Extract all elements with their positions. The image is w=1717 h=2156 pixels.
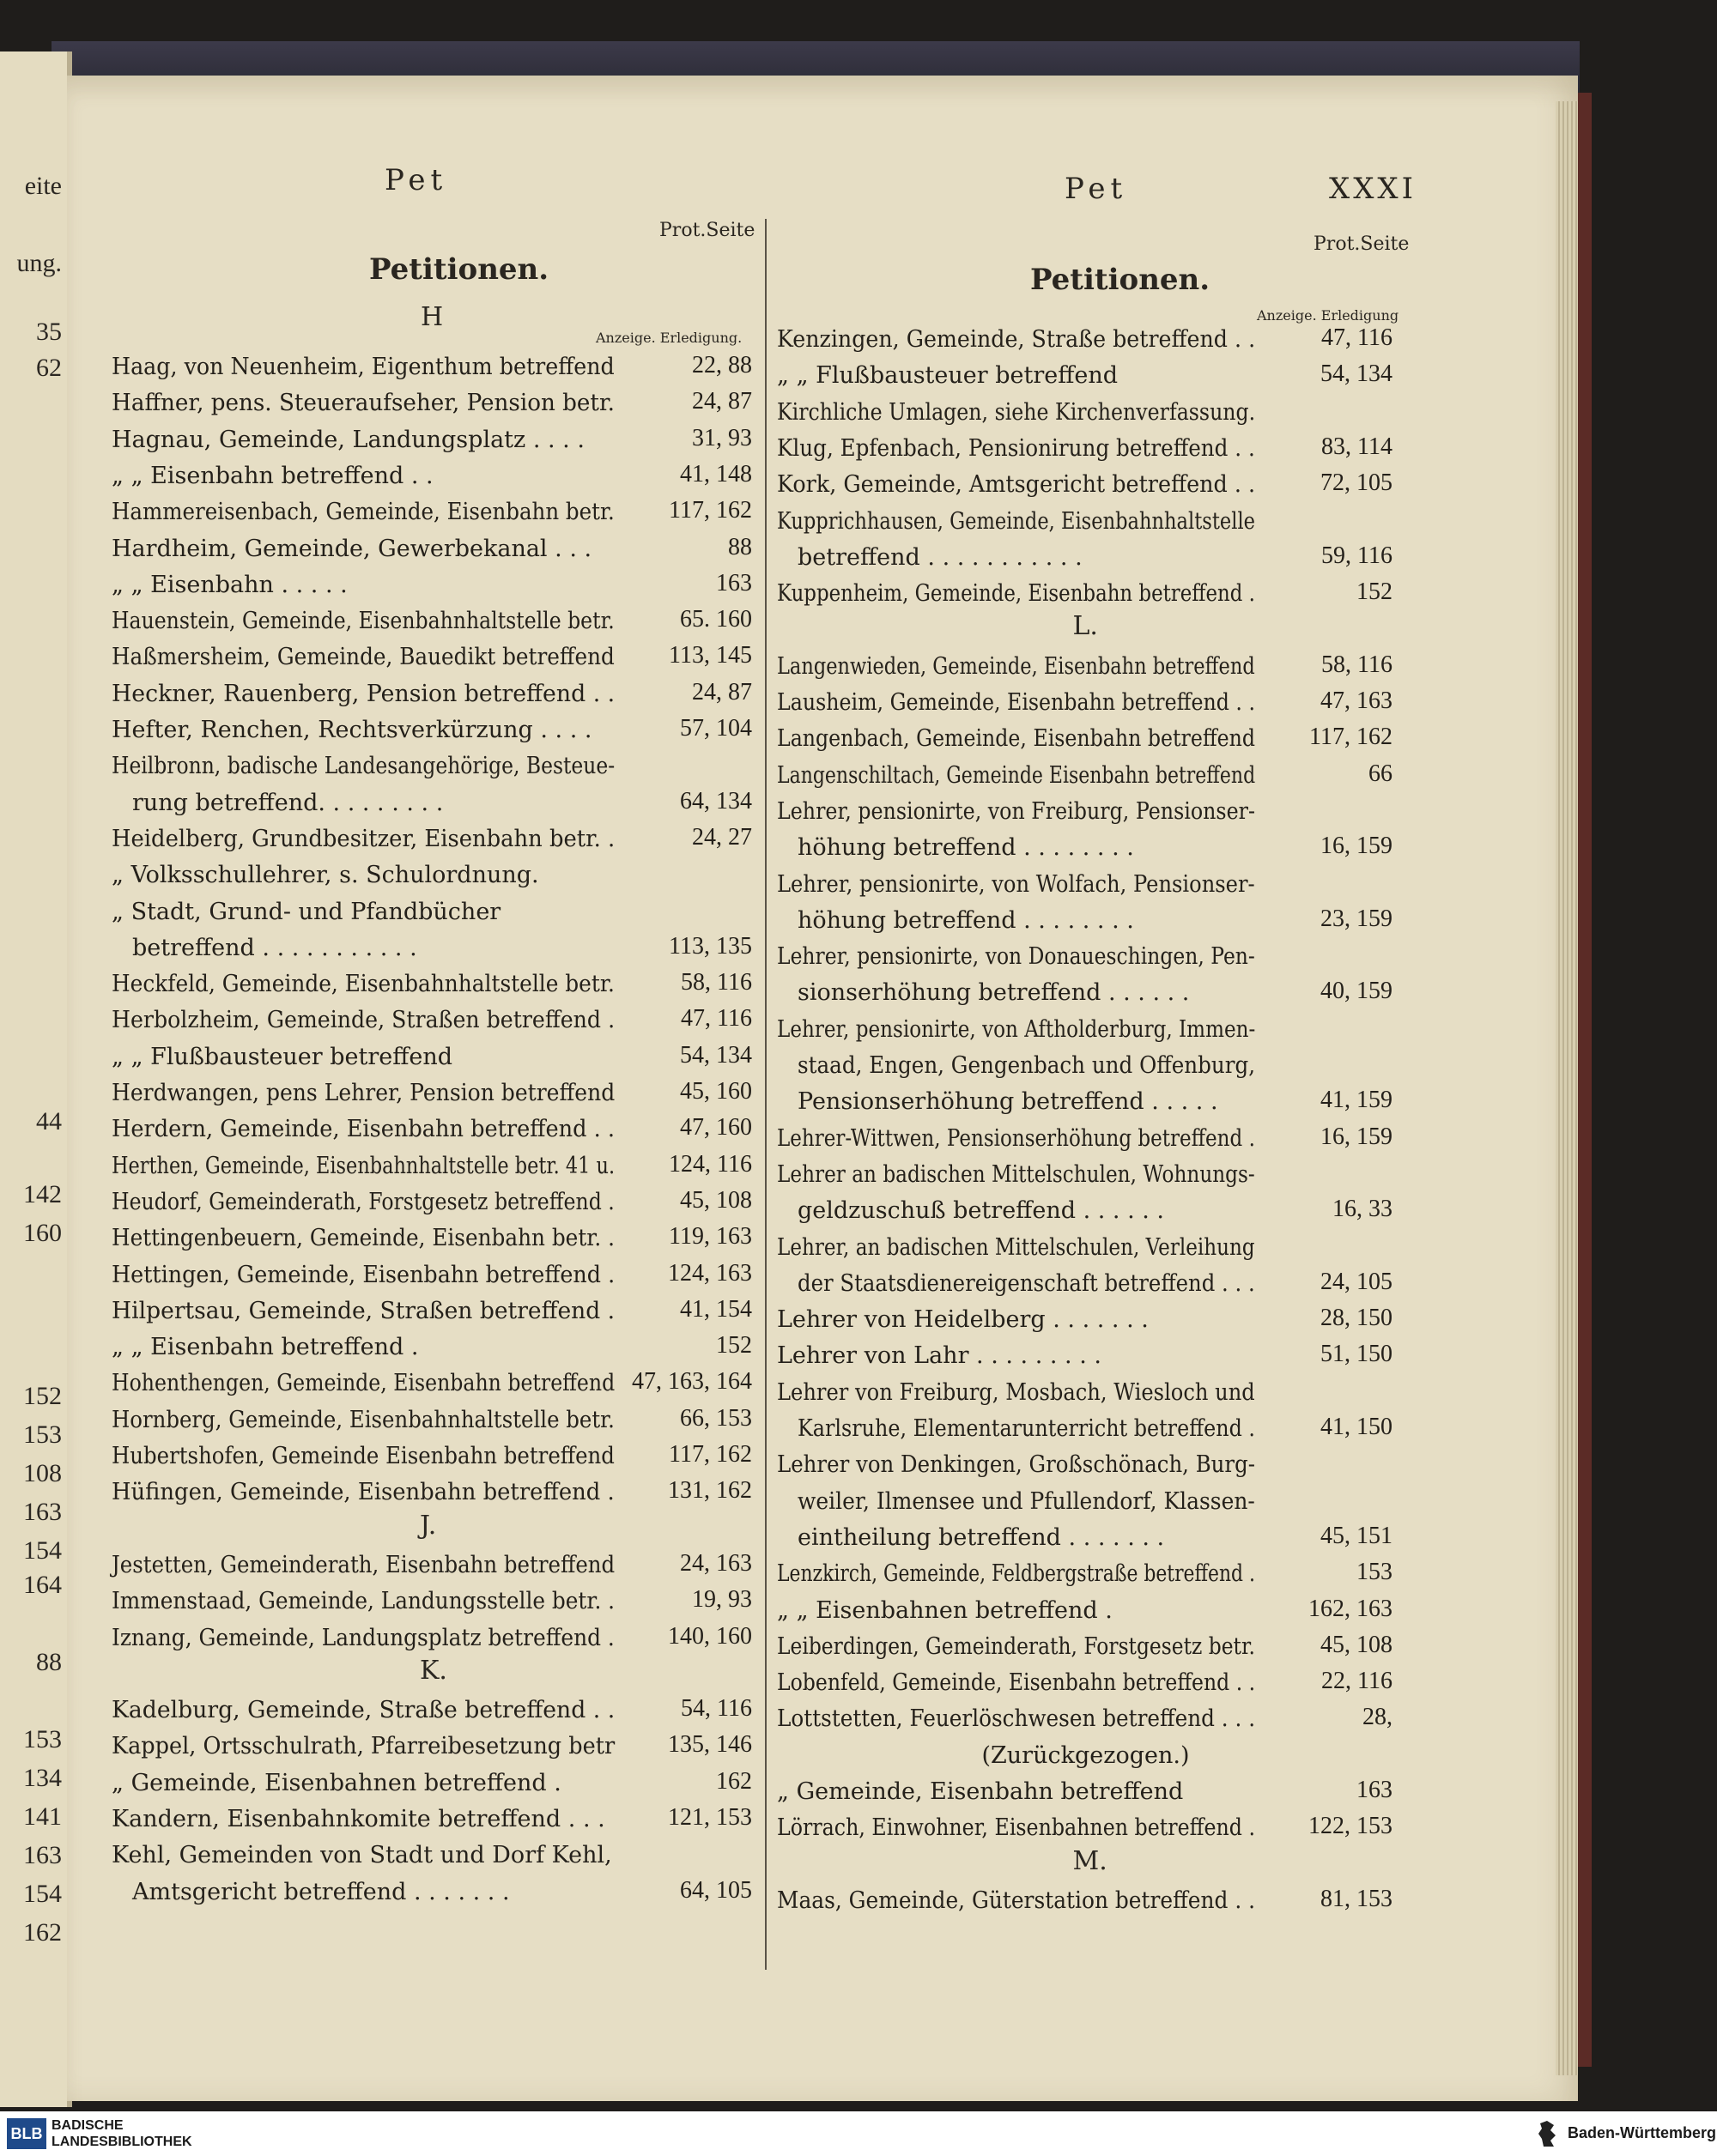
margin-fragment: 142: [23, 1180, 62, 1208]
margin-fragment: 164: [23, 1571, 62, 1599]
entry-text: Heidelberg, Grundbesitzer, Eisenbahn betr. .: [112, 825, 616, 852]
entry-text: Jestetten, Gemeinderath, Eisenbahn betreffend: [112, 1551, 616, 1578]
entry-text: „ „ Eisenbahn betreffend . .: [112, 462, 434, 489]
entry-text: Leiberdingen, Gemeinderath, Forstgesetz betr.: [777, 1632, 1256, 1660]
entry-text: eintheilung betreffend . . . . . . .: [798, 1523, 1165, 1551]
page-edges: [1556, 101, 1578, 2075]
entry-pages: 24, 87: [692, 388, 752, 415]
entry-text: „ „ Eisenbahn betreffend .: [112, 1334, 419, 1361]
margin-fragment: 141: [23, 1802, 62, 1831]
entry-text: Langenschiltach, Gemeinde Eisenbahn betreffend: [777, 761, 1256, 789]
entry-pages: 64, 105: [680, 1876, 752, 1904]
entry-pages: 72, 105: [1320, 469, 1392, 497]
index-entry: [132, 931, 417, 966]
index-entry: [777, 940, 1328, 974]
entry-pages: 16, 159: [1320, 833, 1392, 860]
entry-text: Hefter, Renchen, Rechtsverkürzung . . . .: [112, 717, 592, 743]
entry-pages: 131, 162: [668, 1477, 752, 1505]
entry-text: Lehrer von Heidelberg . . . . . . .: [777, 1306, 1149, 1334]
entry-pages: 113, 135: [669, 932, 752, 960]
left-subheader: Anzeige. Erledigung.: [596, 330, 743, 346]
book-cover-right: [1578, 93, 1592, 2067]
entry-pages: 47, 163: [1320, 687, 1392, 714]
entry-text: Lehrer von Denkingen, Großschönach, Burg-: [777, 1451, 1255, 1479]
margin-fragment: 134: [23, 1764, 62, 1792]
entry-text: Karlsruhe, Elementarunterricht betreffend .: [798, 1415, 1256, 1442]
entry-text: betreffend . . . . . . . . . . .: [798, 543, 1083, 571]
margin-fragment: 108: [23, 1459, 62, 1487]
entry-pages: 24, 27: [692, 823, 752, 851]
entry-pages: 23, 159: [1320, 905, 1392, 932]
entry-pages: 45, 108: [1320, 1631, 1392, 1658]
entry-pages: 22, 88: [692, 352, 752, 379]
entry-text: Klug, Epfenbach, Pensionirung betreffend . .: [777, 434, 1255, 462]
entry-text: Lehrer, pensionirte, von Freiburg, Pensionser-: [777, 797, 1256, 825]
index-entry: [112, 532, 592, 566]
margin-fragment: 153: [23, 1420, 62, 1449]
index-entry: [112, 1584, 660, 1619]
entry-text: Kehl, Gemeinden von Stadt und Dorf Kehl,: [112, 1842, 612, 1869]
index-entry: [777, 1339, 1101, 1373]
entry-text: Lehrer an badischen Mittelschulen, Wohnungs-: [777, 1160, 1255, 1188]
index-entry: [112, 1729, 644, 1764]
entry-text: weiler, Ilmensee und Pfullendorf, Klassen-: [798, 1487, 1255, 1515]
index-entry: [112, 386, 630, 421]
entry-pages: 58, 116: [1321, 651, 1392, 678]
entry-text: Heilbronn, badische Landesangehörige, Besteue-: [112, 753, 616, 780]
entry-pages: 41, 154: [680, 1295, 752, 1323]
entry-text: höhung betreffend . . . . . . . .: [798, 834, 1134, 862]
entry-pages: 54, 116: [681, 1695, 752, 1723]
entry-text: Kork, Gemeinde, Amtsgericht betreffend . .: [777, 471, 1256, 499]
index-entry: [777, 795, 1321, 829]
entry-pages: 24, 105: [1320, 1268, 1392, 1295]
index-entry: [112, 1003, 651, 1038]
margin-fragment: 152: [23, 1382, 62, 1410]
entry-text: Kuppenheim, Gemeinde, Eisenbahn betreffend .: [777, 580, 1255, 608]
entry-pages: 163: [1356, 1777, 1392, 1803]
entry-pages: 59, 116: [1321, 542, 1392, 569]
entry-text: Haffner, pens. Steueraufseher, Pension betr.: [112, 390, 615, 417]
entry-text: Heckfeld, Gemeinde, Eisenbahnhaltstelle betr.: [112, 971, 615, 998]
index-entry: [112, 749, 691, 784]
index-entry: [112, 1621, 658, 1656]
left-prot-seite: Prot.Seite: [659, 220, 755, 241]
entry-text: Lehrer von Lahr . . . . . . . . .: [777, 1342, 1101, 1370]
page-number: XXXI: [1329, 172, 1417, 206]
entry-text: „ Gemeinde, Eisenbahnen betreffend .: [112, 1769, 561, 1796]
margin-fragment: 160: [23, 1219, 62, 1247]
entry-pages: 24, 87: [692, 678, 752, 706]
index-entry: [982, 1739, 1190, 1773]
entry-pages: 135, 146: [668, 1731, 752, 1759]
entry-pages: 162, 163: [1308, 1595, 1392, 1622]
entry-text: Kupprichhausen, Gemeinde, Eisenbahnhaltstelle: [777, 507, 1256, 535]
entry-text: Lehrer, pensionirte, von Wolfach, Pensionser-: [777, 870, 1255, 898]
index-entry: [777, 1884, 1296, 1918]
entry-pages: 113, 145: [669, 642, 752, 669]
baden-wuerttemberg-text: Baden-Württemberg: [1568, 2124, 1717, 2141]
entry-text: „ „ Flußbausteuer betreffend: [777, 362, 1119, 390]
section-letter: J.: [420, 1510, 437, 1541]
index-entry: [798, 1049, 1300, 1083]
entry-text: der Staatsdienereigenschaft betreffend . . .: [798, 1269, 1255, 1297]
section-letter: K.: [420, 1655, 447, 1686]
index-entry: [798, 831, 1134, 865]
margin-fragment: 62: [36, 354, 62, 382]
index-entry: [112, 677, 620, 712]
entry-text: Lörrach, Einwohner, Eisenbahnen betreffend .: [777, 1814, 1256, 1842]
index-entry: [112, 713, 592, 748]
entry-text: Herdern, Gemeinde, Eisenbahn betreffend . .: [112, 1116, 616, 1143]
entry-text: „ „ Eisenbahn . . . . .: [112, 571, 348, 598]
entry-text: Langenbach, Gemeinde, Eisenbahn betreffend: [777, 725, 1256, 753]
entry-text: Hubertshofen, Gemeinde Eisenbahn betreffend: [112, 1443, 615, 1469]
index-entry: [777, 1231, 1336, 1265]
right-title: Petitionen.: [1030, 263, 1210, 297]
entry-text: Amtsgericht betreffend . . . . . . .: [132, 1878, 510, 1905]
entry-text: Hammereisenbach, Gemeinde, Eisenbahn betr.: [112, 499, 615, 526]
previous-page-edge: [0, 51, 72, 2107]
entry-text: Lausheim, Gemeinde, Eisenbahn betreffend . .: [777, 689, 1255, 716]
entry-text: „ Volksschullehrer, s. Schulordnung.: [112, 862, 539, 889]
entry-pages: 41, 159: [1320, 1087, 1392, 1114]
index-entry: [112, 1802, 605, 1837]
blb-logo: BLB: [7, 2118, 46, 2149]
entry-text: Langenwieden, Gemeinde, Eisenbahn betreffend: [777, 652, 1255, 680]
entry-pages: 81, 153: [1320, 1885, 1392, 1912]
entry-pages: 16, 159: [1320, 1123, 1392, 1150]
right-running-head: Pet: [1065, 172, 1128, 206]
index-entry: [112, 858, 539, 893]
entry-text: höhung betreffend . . . . . . . .: [798, 906, 1134, 934]
entry-text: Hohenthengen, Gemeinde, Eisenbahn betreffend: [112, 1370, 616, 1397]
margin-fragment: 162: [23, 1918, 62, 1947]
entry-pages: 152: [1356, 578, 1392, 606]
index-entry: [112, 895, 501, 930]
entry-pages: 45, 151: [1320, 1522, 1392, 1549]
index-entry: [777, 1376, 1311, 1410]
entry-text: „ „ Flußbausteuer betreffend: [112, 1043, 453, 1070]
entry-pages: 40, 159: [1320, 978, 1392, 1005]
index-entry: [798, 1485, 1293, 1519]
entry-pages: 47, 116: [681, 1005, 752, 1033]
entry-pages: 47, 163, 164: [632, 1368, 752, 1396]
entry-text: Hornberg, Gemeinde, Eisenbahnhaltstelle betr.: [112, 1406, 615, 1433]
entry-pages: 117, 162: [669, 497, 752, 524]
index-entry: [112, 459, 434, 494]
index-entry: [777, 1303, 1149, 1337]
index-entry: [112, 1766, 561, 1801]
entry-pages: 28,: [1362, 1704, 1392, 1731]
entry-text: Lenzkirch, Gemeinde, Feldbergstraße betreffend .: [777, 1560, 1255, 1588]
margin-fragment: eite: [24, 172, 62, 200]
index-entry: [112, 1040, 452, 1075]
index-entry: [777, 323, 1288, 357]
baden-wuerttemberg-lion-icon: [1535, 2118, 1561, 2149]
index-entry: [798, 1521, 1164, 1555]
index-entry: [112, 568, 348, 603]
entry-text: Herdwangen, pens Lehrer, Pension betreffend: [112, 1080, 616, 1106]
entry-text: Haag, von Neuenheim, Eigenthum betreffend: [112, 354, 615, 380]
entry-text: Kenzingen, Gemeinde, Straße betreffend . .: [777, 326, 1256, 353]
entry-pages: 117, 162: [1309, 724, 1392, 751]
index-entry: [777, 468, 1284, 502]
index-entry: [777, 1013, 1337, 1047]
index-entry: [798, 1194, 1164, 1228]
index-entry: [798, 541, 1083, 575]
right-prot-seite: Prot.Seite: [1314, 233, 1410, 255]
entry-pages: 162: [716, 1767, 752, 1795]
entry-text: sionserhöhung betreffend . . . . . .: [798, 979, 1190, 1007]
entry-text: „ Gemeinde, Eisenbahn betreffend: [777, 1778, 1184, 1805]
entry-pages: 41, 148: [680, 460, 752, 488]
entry-pages: 45, 108: [680, 1186, 752, 1214]
entry-text: Pensionserhöhung betreffend . . . . .: [798, 1088, 1218, 1116]
index-entry: [112, 640, 661, 675]
entry-pages: 66, 153: [680, 1404, 752, 1432]
entry-pages: 16, 33: [1332, 1196, 1392, 1223]
entry-text: Hardheim, Gemeinde, Gewerbekanal . . .: [112, 535, 592, 562]
entry-pages: 22, 116: [1321, 1668, 1392, 1695]
entry-text: „ Stadt, Grund- und Pfandbücher: [112, 898, 501, 925]
index-entry: [798, 976, 1189, 1010]
index-entry: [112, 1221, 661, 1256]
entry-text: Lehrer von Freiburg, Mosbach, Wiesloch und: [777, 1378, 1255, 1406]
entry-text: Heudorf, Gemeinderath, Forstgesetz betreffend .: [112, 1188, 615, 1215]
entry-text: Haßmersheim, Gemeinde, Bauedikt betreffend: [112, 644, 615, 671]
entry-pages: 121, 153: [668, 1804, 752, 1831]
margin-fragment: 154: [23, 1536, 62, 1565]
right-subheader: Anzeige. Erledigung: [1257, 307, 1399, 324]
index-entry: [132, 786, 443, 821]
section-letter: M.: [1072, 1845, 1107, 1876]
entry-text: geldzuschuß betreffend . . . . . .: [798, 1197, 1164, 1225]
entry-pages: 51, 150: [1320, 1341, 1392, 1368]
margin-fragment: 35: [36, 318, 62, 346]
entry-pages: 54, 134: [680, 1041, 752, 1069]
entry-text: Heckner, Rauenberg, Pension betreffend . .: [112, 680, 616, 707]
entry-pages: 58, 116: [681, 969, 752, 996]
entry-text: Kappel, Ortsschulrath, Pfarreibesetzung betr: [112, 1733, 616, 1760]
index-entry: [798, 1085, 1218, 1119]
entry-text: Lehrer, pensionirte, von Aftholderburg, Immen-: [777, 1015, 1256, 1043]
margin-fragment: ung.: [16, 249, 62, 277]
margin-fragment: 88: [36, 1648, 62, 1676]
entry-text: Iznang, Gemeinde, Landungsplatz betreffend .: [112, 1624, 615, 1651]
entry-text: „ „ Eisenbahnen betreffend .: [777, 1596, 1113, 1624]
entry-text: Lobenfeld, Gemeinde, Eisenbahn betreffend . .: [777, 1669, 1256, 1697]
entry-pages: 153: [1356, 1559, 1392, 1586]
entry-pages: 83, 114: [1321, 433, 1392, 460]
margin-fragment: 44: [36, 1107, 62, 1136]
margin-fragment: 153: [23, 1725, 62, 1753]
margin-fragment: 163: [23, 1841, 62, 1869]
index-entry: [777, 1448, 1305, 1482]
entry-pages: 47, 160: [680, 1114, 752, 1142]
footer-bar: [0, 2111, 1717, 2156]
entry-pages: 66: [1368, 760, 1392, 787]
entry-text: Hagnau, Gemeinde, Landungsplatz . . . .: [112, 426, 585, 453]
index-entry: [112, 1258, 646, 1293]
index-entry: [112, 1076, 654, 1111]
institution-line2: LANDESBIBLIOTHEK: [52, 2135, 192, 2149]
entry-pages: 41, 150: [1320, 1414, 1392, 1440]
index-entry: [777, 1158, 1334, 1192]
entry-pages: 57, 104: [680, 715, 752, 742]
entry-pages: 122, 153: [1308, 1813, 1392, 1840]
index-entry: [777, 1775, 1183, 1809]
entry-text: Hettingenbeuern, Gemeinde, Eisenbahn betr. .: [112, 1225, 615, 1252]
entry-text: Kandern, Eisenbahnkomite betreffend . . .: [112, 1806, 605, 1832]
entry-pages: 124, 116: [669, 1150, 752, 1178]
margin-fragment: 154: [23, 1880, 62, 1908]
left-running-head: Pet: [385, 163, 448, 197]
entry-pages: 19, 93: [692, 1586, 752, 1614]
index-entry: [798, 904, 1134, 938]
column-divider: [765, 219, 767, 1970]
index-entry: [112, 1294, 623, 1329]
index-entry: [112, 1693, 622, 1728]
entry-pages: 54, 134: [1320, 360, 1392, 388]
index-entry: [777, 396, 1323, 430]
entry-text: rung betreffend. . . . . . . . .: [132, 789, 444, 816]
index-entry: [112, 1112, 642, 1147]
entry-text: Immenstaad, Gemeinde, Landungsstelle betr. .: [112, 1588, 616, 1615]
section-letter-h: H: [421, 302, 444, 332]
entry-text: Hauenstein, Gemeinde, Eisenbahnhaltstelle betr.: [112, 608, 615, 635]
entry-text: Herbolzheim, Gemeinde, Straßen betreffend .: [112, 1007, 616, 1034]
margin-fragment: 163: [23, 1498, 62, 1526]
entry-text: Lehrer-Wittwen, Pensionserhöhung betreffend .: [777, 1124, 1255, 1152]
entry-pages: 152: [716, 1332, 752, 1360]
entry-pages: 124, 163: [668, 1259, 752, 1287]
left-title: Petitionen.: [369, 252, 549, 287]
index-entry: [112, 423, 585, 457]
entry-text: Kadelburg, Gemeinde, Straße betreffend . .: [112, 1697, 616, 1724]
entry-pages: 31, 93: [692, 424, 752, 451]
entry-text: Lehrer, pensionirte, von Donaueschingen, Pen-: [777, 943, 1255, 971]
entry-pages: 140, 160: [668, 1622, 752, 1650]
entry-text: Hettingen, Gemeinde, Eisenbahn betreffend .: [112, 1261, 616, 1288]
entry-text: (Zurückgezogen.): [981, 1741, 1190, 1769]
index-entry: [112, 350, 647, 385]
entry-text: Lehrer, an badischen Mittelschulen, Verleihung: [777, 1233, 1255, 1261]
entry-text: staad, Engen, Gengenbach und Offenburg,: [798, 1052, 1256, 1079]
entry-pages: 24, 163: [680, 1549, 752, 1577]
entry-text: Hilpertsau, Gemeinde, Straßen betreffend .: [112, 1297, 616, 1324]
entry-text: Kirchliche Umlagen, siehe Kirchenverfassung.: [777, 398, 1256, 426]
entry-text: Hüfingen, Gemeinde, Eisenbahn betreffend .: [112, 1479, 615, 1506]
index-entry: [777, 1594, 1113, 1628]
entry-pages: 117, 162: [669, 1441, 752, 1468]
entry-pages: 45, 160: [680, 1078, 752, 1105]
index-entry: [132, 1875, 510, 1910]
index-entry: [777, 868, 1311, 902]
entry-text: betreffend . . . . . . . . . . .: [132, 934, 417, 961]
index-entry: [112, 1475, 637, 1510]
index-entry: [112, 822, 638, 857]
institution-line1: BADISCHE: [52, 2118, 124, 2133]
entry-text: Lottstetten, Feuerlöschwesen betreffend . . .: [777, 1705, 1256, 1733]
entry-pages: 88: [728, 533, 752, 560]
entry-text: Maas, Gemeinde, Güterstation betreffend . .: [777, 1886, 1256, 1914]
index-entry: [112, 1838, 612, 1873]
index-entry: [112, 1330, 418, 1365]
entry-pages: 64, 134: [680, 787, 752, 815]
entry-pages: 119, 163: [669, 1223, 752, 1251]
entry-text: Herthen, Gemeinde, Eisenbahnhaltstelle betr. 41 u.: [112, 1152, 616, 1179]
index-entry: [112, 967, 659, 1002]
entry-pages: 47, 116: [1321, 324, 1392, 351]
entry-pages: 28, 150: [1320, 1305, 1392, 1332]
index-entry: [777, 359, 1118, 393]
entry-pages: 65. 160: [680, 606, 752, 633]
section-letter: L.: [1072, 611, 1098, 642]
index-entry: [777, 505, 1350, 539]
entry-pages: 163: [716, 569, 752, 597]
